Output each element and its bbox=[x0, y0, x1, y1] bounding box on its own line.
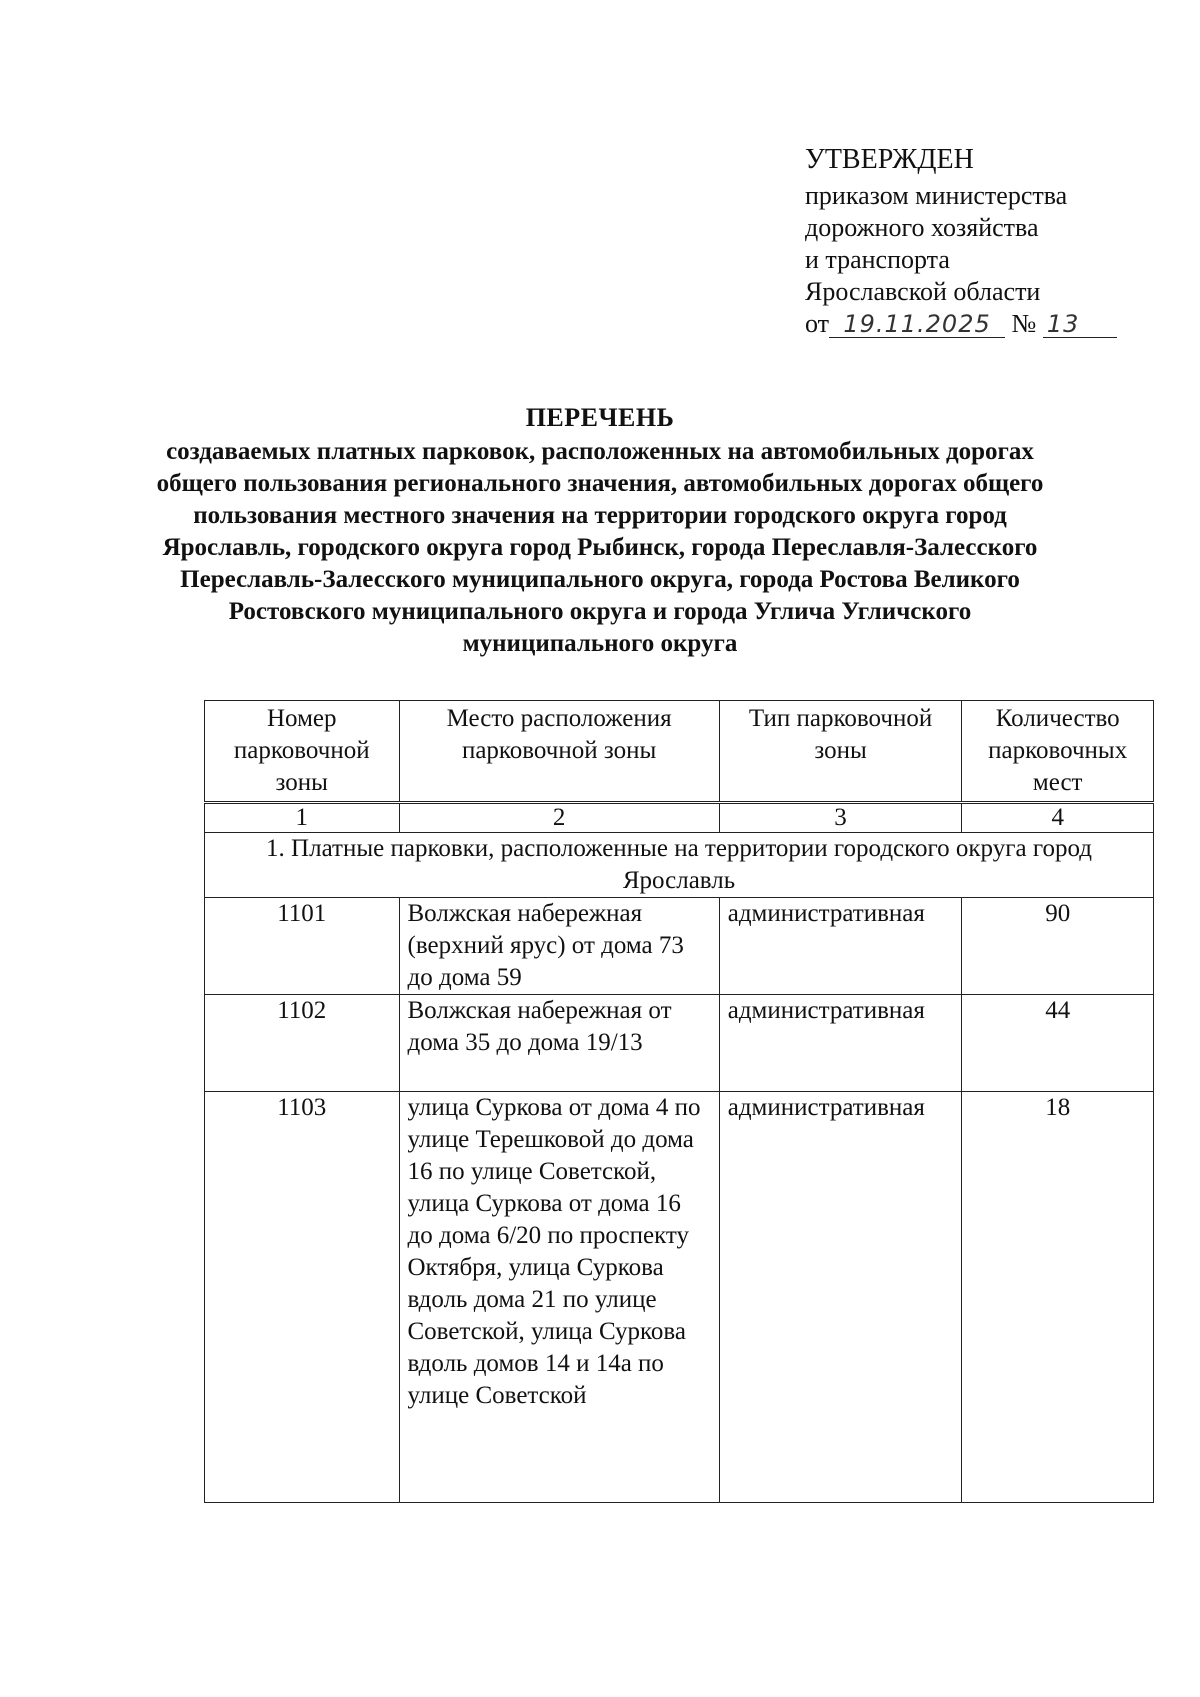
approval-line: и транспорта bbox=[805, 245, 950, 274]
number-prefix: № bbox=[1011, 309, 1037, 338]
date-prefix: от bbox=[805, 309, 830, 338]
column-number: 3 bbox=[719, 803, 962, 833]
column-number: 2 bbox=[399, 803, 719, 833]
column-number: 1 bbox=[205, 803, 400, 833]
parking-zones-table bbox=[204, 700, 1154, 1503]
spaces-count: 90 bbox=[962, 898, 1154, 995]
zone-number: 1101 bbox=[205, 898, 400, 995]
header-zone-location: Место расположения парковочной зоны bbox=[399, 701, 719, 803]
zone-number: 1103 bbox=[205, 1092, 400, 1503]
handwritten-number: 13 bbox=[1043, 311, 1117, 338]
table-row bbox=[205, 1092, 1154, 1503]
zone-type: административная bbox=[719, 1092, 962, 1503]
zone-type: административная bbox=[719, 898, 962, 995]
document-title-block bbox=[150, 402, 1050, 660]
approval-line: приказом министерства bbox=[805, 181, 1068, 210]
document-title: ПЕРЕЧЕНЬ bbox=[525, 403, 675, 432]
header-zone-number: Номер парковочной зоны bbox=[205, 701, 400, 803]
document-subtitle: создаваемых платных парковок, расположенных на автомобильных дорогах общего пользования регионального значения, автомобильных дорогах общего пользования местного значения на территории городского округа город Ярославль, городского округа город Рыбинск, города Переславля-Залесского Переславль-Залесского муниципального округа, города Ростова Великого Ростовского муниципального округа и города Углича Угличского муниципального округа bbox=[156, 438, 1044, 657]
section-title: 1. Платные парковки, расположенные на территории городского округа город Ярославль bbox=[205, 833, 1154, 898]
zone-location: Волжская набережная (верхний ярус) от дома 73 до дома 59 bbox=[399, 898, 719, 995]
approval-date-number-row bbox=[805, 308, 1135, 342]
zone-number: 1102 bbox=[205, 995, 400, 1092]
column-number: 4 bbox=[962, 803, 1154, 833]
table-row bbox=[205, 995, 1154, 1092]
column-numbers-row bbox=[205, 803, 1154, 833]
zone-location: улица Суркова от дома 4 по улице Терешковой до дома 16 по улице Советской, улица Суркова от дома 16 до дома 6/20 по проспекту Октября, улица Суркова вдоль дома 21 по улице Советской, улица Суркова вдоль домов 14 и 14а по улице Советской bbox=[399, 1092, 719, 1503]
section-row bbox=[205, 833, 1154, 898]
spaces-count: 44 bbox=[962, 995, 1154, 1092]
approval-line: дорожного хозяйства bbox=[805, 213, 1039, 242]
handwritten-date: 19.11.2025 bbox=[829, 311, 1005, 338]
zone-location: Волжская набережная от дома 35 до дома 19/13 bbox=[399, 995, 719, 1092]
approval-stamp-block bbox=[805, 142, 1135, 342]
zone-type: административная bbox=[719, 995, 962, 1092]
table-row bbox=[205, 898, 1154, 995]
approval-heading: УТВЕРЖДЕН bbox=[805, 144, 974, 175]
approval-line: Ярославской области bbox=[805, 277, 1041, 306]
header-spaces-count: Количество парковочных мест bbox=[962, 701, 1154, 803]
table-header-row bbox=[205, 701, 1154, 803]
spaces-count: 18 bbox=[962, 1092, 1154, 1503]
header-zone-type: Тип парковочной зоны bbox=[719, 701, 962, 803]
